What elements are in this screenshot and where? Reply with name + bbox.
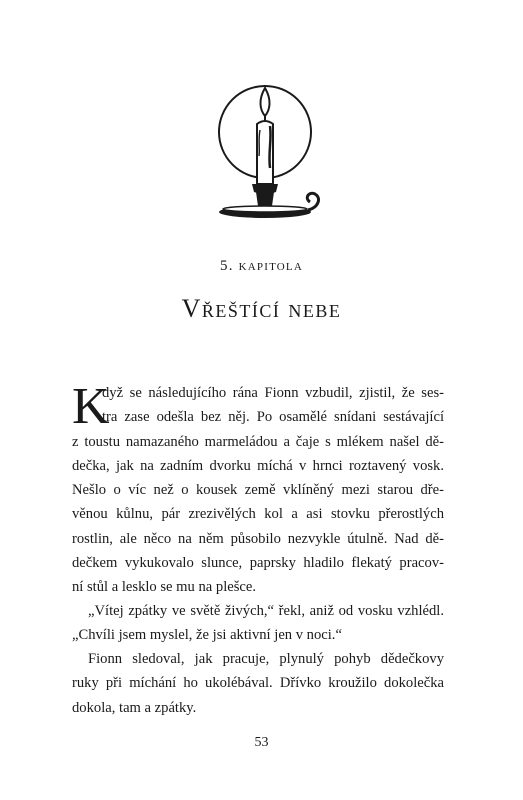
text-line: tra zase odešla bez něj. Po osamělé snídani sestávající	[102, 409, 444, 426]
text-line: ruky při míchání ho ukolébával. Dřívko kroužilo dokolečka	[72, 675, 444, 692]
chapter-title: Vřeštící nebe	[181, 294, 342, 323]
text-line: Nešlo o víc než o kousek země vklíněný mezi starou dře-	[72, 482, 444, 499]
text-line: věnou kůlnu, pár zrezivělých kol a asi stovku přerostlých	[72, 506, 444, 523]
candle-icon	[200, 80, 330, 230]
text-line: dečka, jak na zadním dvorku míchá v hrnci roztavený vosk.	[72, 457, 444, 474]
paragraph-2	[72, 599, 444, 648]
text-line: „Vítej zpátky ve světě živých,“ řekl, aniž od vosku vzhlédl.	[88, 603, 444, 619]
text-line: ní stůl a lesklo se mu na plešce.	[72, 579, 257, 596]
text-line: „Chvíli jsem myslel, že jsi aktivní jen v noci.“	[72, 627, 342, 644]
paragraph-1	[72, 378, 444, 600]
text-line: z toustu namazaného marmeládou a čaje s mlékem našel dě-	[72, 433, 444, 450]
text-line: dečkem vykukovalo slunce, paprsky hladilo flekatý pracov-	[72, 555, 444, 572]
drop-cap: K	[72, 378, 110, 435]
page-number: 53	[254, 735, 269, 750]
paragraph-3	[72, 647, 444, 720]
text-line: rostlin, ale něco na něm působilo nezvykle útulně. Nad dě-	[72, 530, 444, 547]
text-line: dokola, tam a zpátky.	[72, 699, 197, 716]
text-line: dyž se následujícího rána Fionn vzbudil, zjistil, že ses-	[102, 385, 444, 401]
chapter-number: 5. kapitola	[220, 258, 303, 274]
text-line: Fionn sledoval, jak pracuje, plynulý pohyb dědečkovy	[88, 651, 444, 667]
